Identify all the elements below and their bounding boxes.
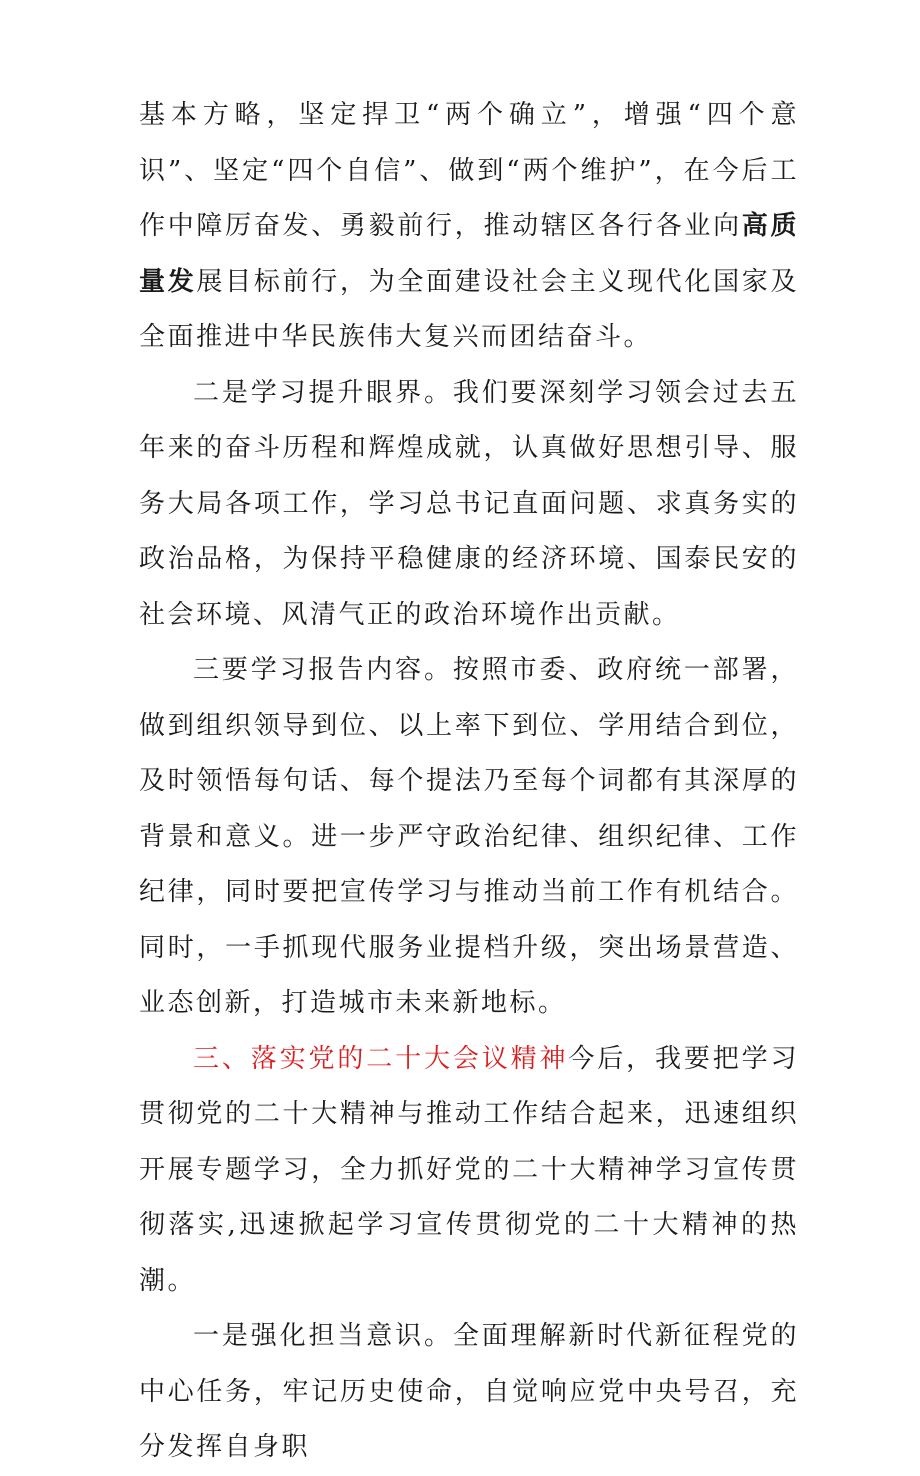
paragraph-5: 一是强化担当意识。全面理解新时代新征程党的中心任务，牢记历史使命，自觉响应党中央号召，充分发挥自身职	[139, 1321, 799, 1462]
document-body	[139, 88, 799, 1476]
paragraph-1	[139, 88, 799, 366]
paragraph-4-text: 今后，我要把学习贯彻党的二十大精神与推动工作结合起来，迅速组织开展专题学习，全力抓好党的二十大精神学习宣传贯彻落实,迅速掀起学习宣传贯彻党的二十大精神的热潮。	[139, 1043, 799, 1296]
section-heading: 三、落实党的二十大会议精神	[193, 1043, 569, 1074]
paragraph-1-text-end: 展目标前行，为全面建设社会主义现代化国家及全面推进中华民族伟大复兴而团结奋斗。	[139, 266, 799, 352]
paragraph-1-text-start: 基本方略，坚定捍卫“两个确立”，增强“四个意识”、坚定“四个自信”、做到“两个维护”，在今后工作中障厉奋发、勇毅前行，推动辖区各行各业向	[139, 100, 799, 241]
paragraph-1-emphasis: 高质量发	[139, 211, 799, 297]
paragraph-4	[139, 1032, 799, 1310]
paragraph-2: 二是学习提升眼界。我们要深刻学习领会过去五年来的奋斗历程和辉煌成就，认真做好思想引导、服务大局各项工作，学习总书记直面问题、求真务实的政治品格，为保持平稳健康的经济环境、国泰民安的社会环境、风清气正的政治环境作出贡献。	[139, 377, 799, 630]
paragraph-3: 三要学习报告内容。按照市委、政府统一部署，做到组织领导到位、以上率下到位、学用结合到位，及时领悟每句话、每个提法乃至每个词都有其深厚的背景和意义。进一步严守政治纪律、组织纪律、工作纪律，同时要把宣传学习与推动当前工作有机结合。同时，一手抓现代服务业提档升级，突出场景营造、业态创新，打造城市未来新地标。	[139, 655, 799, 1018]
